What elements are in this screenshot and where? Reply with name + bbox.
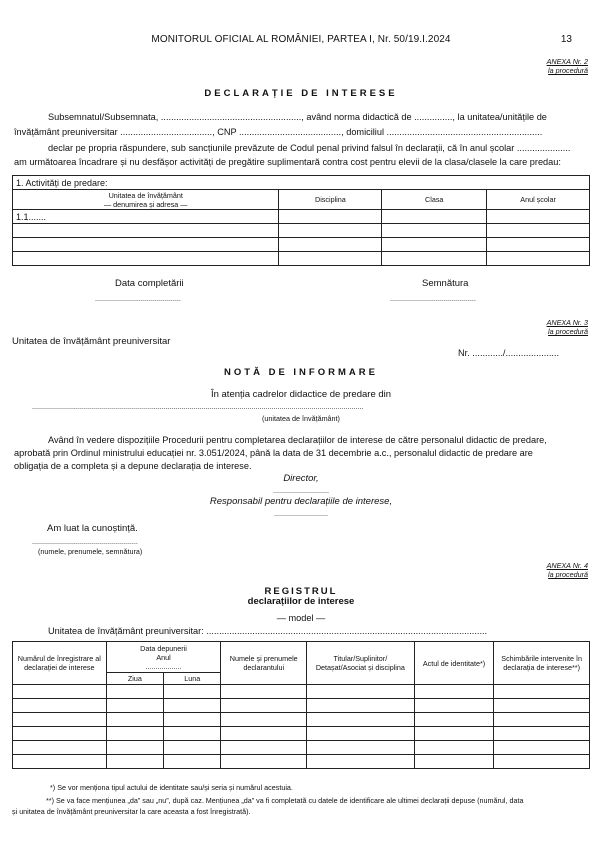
register-title: REGISTRUL [264, 586, 338, 597]
table-cell[interactable] [414, 685, 494, 699]
table-cell[interactable] [164, 755, 221, 769]
table-cell[interactable] [13, 252, 279, 266]
col-class-header: Clasa [382, 190, 487, 210]
signature-label: Semnătura [422, 278, 469, 289]
activities-table-caption: 1. Activități de predare: [13, 176, 590, 190]
col-status-discipline: Titular/Suplinitor/ Detașat/Asociat și disciplina [307, 642, 415, 685]
table-cell[interactable] [221, 699, 307, 713]
declaration-line-4: am următoarea încadrare și nu desfășor activități de pregătire suplimentară contra cost pentru elevii de la clasa/clasele la care predau: [14, 157, 561, 167]
table-cell[interactable] [307, 699, 415, 713]
table-cell[interactable] [382, 238, 487, 252]
director-dots[interactable]: ............................ [273, 486, 329, 495]
table-cell[interactable] [221, 741, 307, 755]
table-cell[interactable] [221, 713, 307, 727]
col-year-header: Anul școlar [487, 190, 590, 210]
table-cell[interactable] [414, 727, 494, 741]
table-cell[interactable] [106, 713, 163, 727]
col-identity-document: Actul de identitate*) [414, 642, 494, 685]
table-cell[interactable] [164, 685, 221, 699]
table-cell[interactable] [307, 755, 415, 769]
table-cell[interactable] [221, 685, 307, 699]
table-row [13, 727, 590, 741]
footnote-2: **) Se va face mențiunea „da” sau „nu”, după caz. Mențiunea „da” va fi completată cu datele de identificare ale ultimei declarații depuse (numărul, data [46, 796, 524, 805]
table-cell[interactable] [13, 699, 107, 713]
nota-attention: În atenția cadrelor didactice de predare din [210, 389, 392, 400]
date-completed-label: Data completării [115, 278, 184, 289]
declaration-line-2: învățământ preuniversitar ...................................., CNP ........................................, domiciliul ............................................................. [14, 127, 543, 137]
table-cell[interactable] [106, 685, 163, 699]
table-row [13, 224, 590, 238]
table-cell[interactable] [279, 210, 382, 224]
table-cell[interactable] [494, 755, 590, 769]
table-cell[interactable] [307, 685, 415, 699]
register-subtitle: declarațiilor de interese [247, 596, 355, 607]
declaration-line-3: declar pe propria răspundere, sub sancțiunile prevăzute de Codul penal privind falsul în declarații, că în anul școlar ..................... [48, 143, 571, 153]
table-cell[interactable] [494, 685, 590, 699]
page-header-title: MONITORUL OFICIAL AL ROMÂNIEI, PARTEA I, Nr. 50/19.I.2024 [151, 34, 451, 45]
annex-4-title: ANEXA Nr. 4 [546, 561, 588, 570]
signature-dots[interactable]: ........................................... [390, 294, 476, 303]
table-cell[interactable] [13, 713, 107, 727]
table-cell[interactable] [487, 238, 590, 252]
table-cell[interactable] [307, 713, 415, 727]
col-unit-line-1: Unitatea de învățământ [108, 190, 183, 200]
table-cell[interactable] [382, 224, 487, 238]
annex-3-subtitle: la procedură [548, 327, 588, 336]
annex-2-subtitle: la procedură [548, 66, 588, 75]
nota-paragraph-2: aprobată prin Ordinul ministrului educației nr. 3.051/2024, până la data de 31 decembrie a.c., personalul didactic de predare are [14, 448, 533, 458]
col-year-label: Anul [156, 652, 171, 662]
declaration-line-1: Subsemnatul/Subsemnata, ......................................................., având norma didactică de ..............., la unitatea/unitățile de [48, 112, 547, 122]
table-row [13, 238, 590, 252]
table-cell[interactable] [279, 238, 382, 252]
table-cell[interactable] [221, 755, 307, 769]
table-cell[interactable] [164, 713, 221, 727]
annex-2-title: ANEXA Nr. 2 [546, 57, 588, 66]
table-cell[interactable] [494, 713, 590, 727]
table-cell[interactable] [487, 210, 590, 224]
activities-table [12, 175, 590, 266]
table-cell[interactable] [13, 755, 107, 769]
col-submission-date-label: Data depunerii [140, 643, 187, 653]
table-cell[interactable] [487, 224, 590, 238]
table-cell[interactable] [13, 224, 279, 238]
declaration-title: DECLARAȚIE DE INTERESE [204, 88, 398, 99]
table-cell[interactable] [13, 741, 107, 755]
col-discipline-header: Disciplina [279, 190, 382, 210]
nota-nr-line: Nr. ............/..................... [458, 348, 560, 358]
col-submission-date [106, 642, 221, 673]
table-cell[interactable] [414, 755, 494, 769]
nota-paragraph-3: obligația de a completa și a depune declarația de interese. [14, 461, 252, 471]
table-cell[interactable] [13, 238, 279, 252]
table-row [13, 210, 590, 224]
annex-3-title: ANEXA Nr. 3 [546, 318, 588, 327]
table-cell[interactable] [106, 755, 163, 769]
table-cell[interactable] [494, 727, 590, 741]
table-cell[interactable] [13, 685, 107, 699]
footnote-3: și unitatea de învățământ preuniversitar la care aceasta a fost înregistrată). [12, 807, 251, 816]
table-row [13, 252, 590, 266]
director-label: Director, [283, 473, 319, 484]
table-cell[interactable] [279, 252, 382, 266]
col-changes: Schimbările intervenite în declarația de interese**) [494, 642, 590, 685]
table-cell[interactable] [164, 699, 221, 713]
annex-4-label [547, 561, 588, 579]
date-completed-dots[interactable]: ........................................... [95, 294, 181, 303]
col-unit-line-2: — denumirea și adresa — [103, 199, 188, 209]
col-year-dots: .................. [145, 661, 182, 671]
col-registration-number: Numărul de înregistrare al declarației de interese [13, 642, 107, 685]
nota-title: NOTĂ DE INFORMARE [224, 367, 378, 378]
table-cell[interactable] [307, 741, 415, 755]
table-row [13, 755, 590, 769]
annex-4-subtitle: la procedură [548, 570, 588, 579]
nota-unit-caption: (unitatea de învățământ) [262, 414, 340, 423]
table-cell[interactable] [414, 699, 494, 713]
table-cell[interactable] [164, 727, 221, 741]
footnote-1: *) Se vor menționa tipul actului de identitate sau/și seria și numărul acestuia. [50, 783, 293, 792]
table-cell[interactable] [382, 210, 487, 224]
page-number: 13 [560, 34, 572, 45]
table-cell[interactable] [221, 727, 307, 741]
table-cell[interactable] [414, 741, 494, 755]
table-cell[interactable] [494, 699, 590, 713]
table-cell[interactable] [414, 713, 494, 727]
nota-unit-dots[interactable]: ...................................................................................................................................................................... [32, 402, 364, 411]
table-cell[interactable] [382, 252, 487, 266]
col-day: Ziua [106, 673, 163, 685]
acknowledged-label: Am luat la cunoștință. [47, 523, 138, 534]
register-unit-line: Unitatea de învățământ preuniversitar: .............................................................................................................. [48, 626, 488, 636]
nota-paragraph-1: Având în vedere dispozițiile Procedurii pentru completarea declarațiilor de interese de către personalul didactic de predare, [48, 435, 547, 445]
table-cell[interactable] [13, 727, 107, 741]
table-cell[interactable] [487, 252, 590, 266]
col-declarant-name: Numele și prenumele declarantului [221, 642, 307, 685]
register-model: — model — [276, 613, 326, 623]
table-cell[interactable] [307, 727, 415, 741]
row-1-unit[interactable]: 1.1....... [13, 210, 279, 224]
col-unit-header [13, 190, 279, 210]
responsible-dots[interactable]: ........................... [274, 509, 328, 518]
annex-2-label [547, 57, 588, 75]
annex-3-label [547, 318, 588, 336]
table-cell[interactable] [106, 741, 163, 755]
acknowledged-caption: (numele, prenumele, semnătura) [38, 547, 143, 556]
table-cell[interactable] [106, 727, 163, 741]
nota-unit-label: Unitatea de învățământ preuniversitar [12, 336, 171, 347]
table-row [13, 713, 590, 727]
table-row [13, 741, 590, 755]
table-cell[interactable] [494, 741, 590, 755]
table-row [13, 685, 590, 699]
table-row [13, 699, 590, 713]
col-month: Luna [164, 673, 221, 685]
table-cell[interactable] [279, 224, 382, 238]
acknowledged-dots[interactable]: ..................................................... [32, 537, 138, 546]
responsible-label: Responsabil pentru declarațiile de interese, [209, 496, 393, 507]
register-table [12, 641, 590, 769]
table-cell[interactable] [164, 741, 221, 755]
table-cell[interactable] [106, 699, 163, 713]
